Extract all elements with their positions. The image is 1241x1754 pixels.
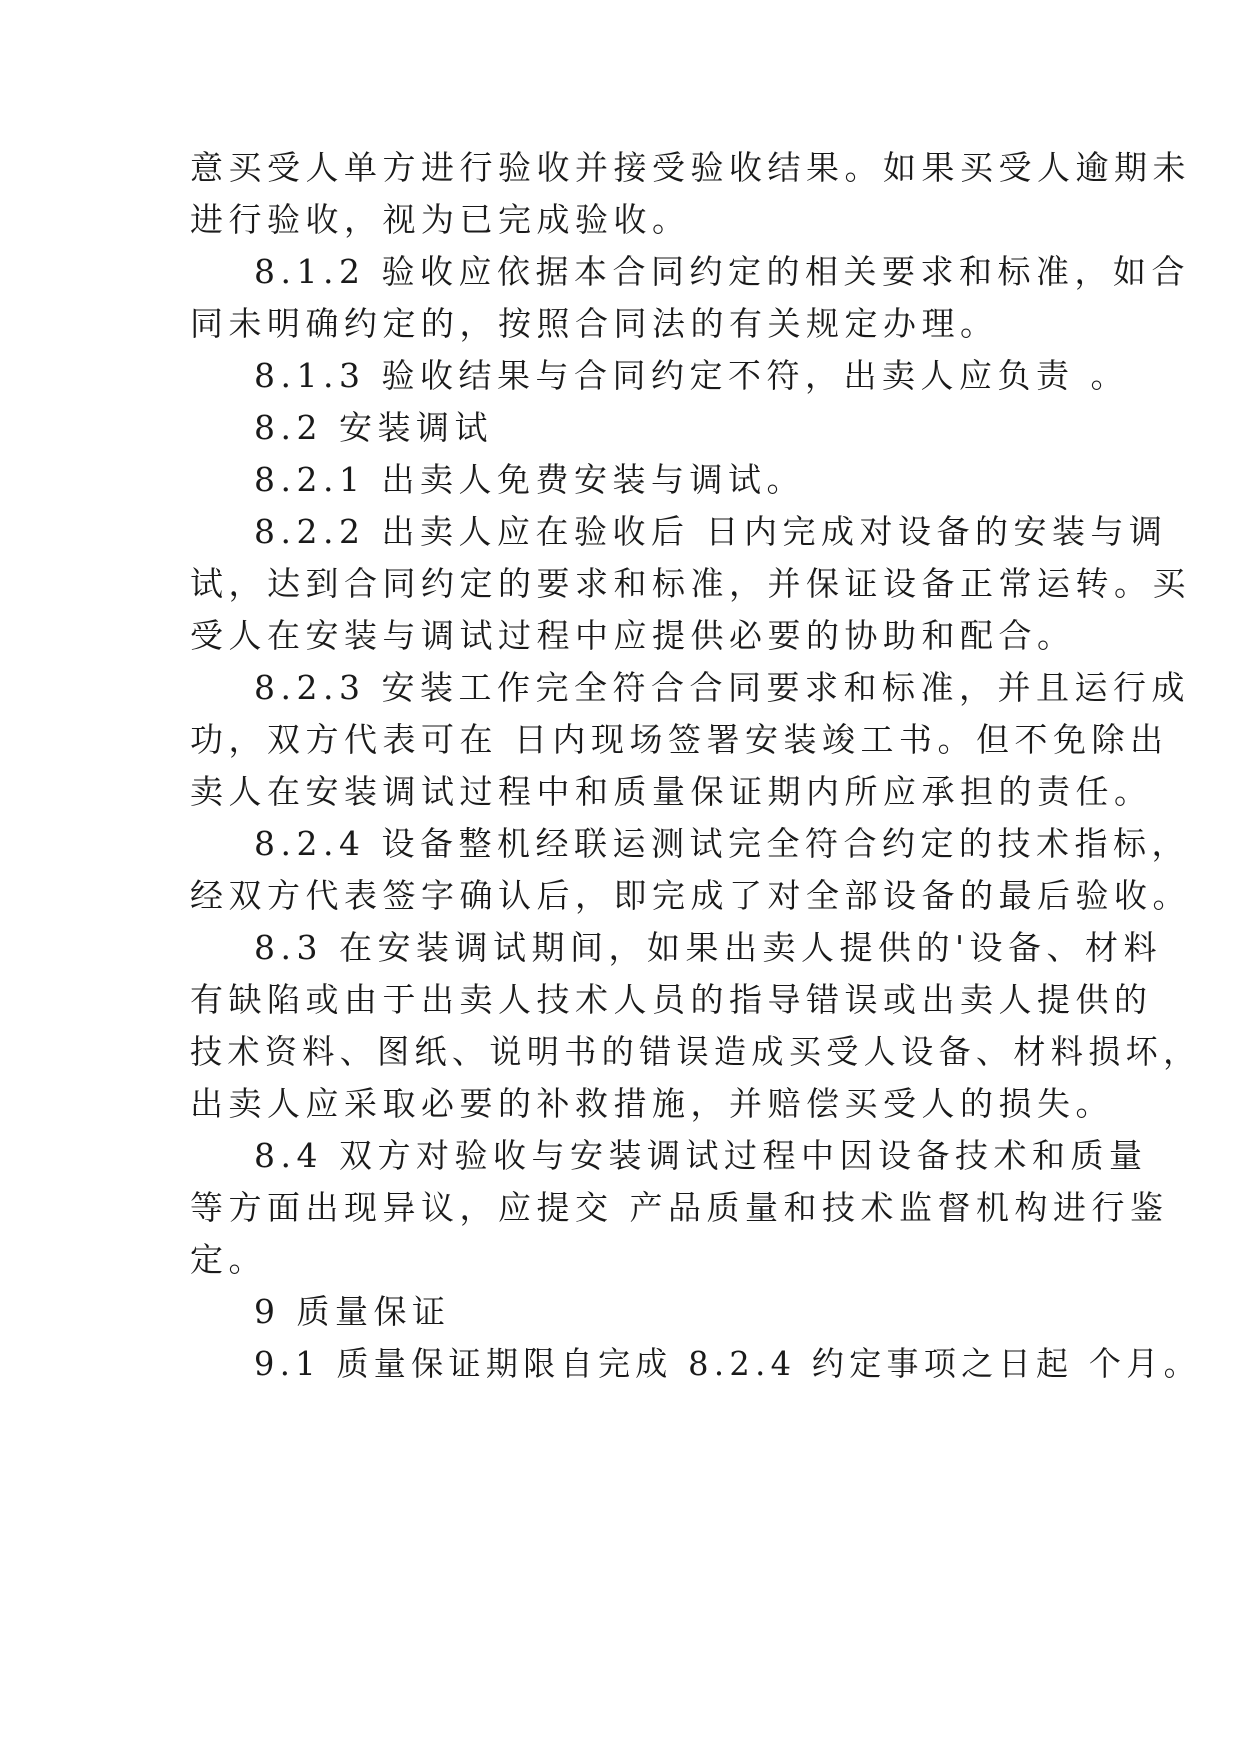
section-heading: 9 质量保证 <box>254 1292 451 1331</box>
text-line: 技术资料、图纸、说明书的错误造成买受人设备、材料损坏， <box>190 1032 1201 1071</box>
text-line: 8.1.3 验收结果与合同约定不符，出卖人应负责 。 <box>254 356 1129 395</box>
text-line: 功，双方代表可在 日内现场签署安装竣工书。但不免除出 <box>190 720 1169 759</box>
text-line: 受人在安装与调试过程中应提供必要的协助和配合。 <box>190 616 1076 655</box>
text-line: 8.2.1 出卖人免费安装与调试。 <box>254 460 805 499</box>
text-line: 8.3 在安装调试期间，如果出卖人提供的'设备、材料 <box>254 928 1163 967</box>
text-line: 等方面出现异议，应提交 产品质量和技术监督机构进行鉴 <box>190 1188 1169 1227</box>
text-line: 意买受人单方进行验收并接受验收结果。如果买受人逾期未 <box>190 148 1191 187</box>
text-line: 定。 <box>190 1240 267 1279</box>
text-line: 试，达到合同约定的要求和标准，并保证设备正常运转。买 <box>190 564 1191 603</box>
text-line: 经双方代表签字确认后，即完成了对全部设备的最后验收。 <box>190 876 1191 915</box>
text-line: 8.2.2 出卖人应在验收后 日内完成对设备的安装与调 <box>254 512 1168 551</box>
text-line: 有缺陷或由于出卖人技术人员的指导错误或出卖人提供的 <box>190 980 1153 1019</box>
text-line: 8.2.3 安装工作完全符合合同要求和标准，并且运行成 <box>254 668 1190 707</box>
text-line: 8.1.2 验收应依据本合同约定的相关要求和标准，如合 <box>254 252 1190 291</box>
section-heading: 8.2 安装调试 <box>254 408 493 447</box>
text-line: 8.2.4 设备整机经联运测试完全符合约定的技术指标， <box>254 824 1190 863</box>
text-line: 卖人在安装调试过程中和质量保证期内所应承担的责任。 <box>190 772 1153 811</box>
text-line: 同未明确约定的，按照合同法的有关规定办理。 <box>190 304 999 343</box>
text-line: 8.4 双方对验收与安装调试过程中因设备技术和质量 <box>254 1136 1148 1175</box>
text-line: 进行验收，视为已完成验收。 <box>190 200 691 239</box>
text-line: 出卖人应采取必要的补救措施，并赔偿买受人的损失。 <box>190 1084 1114 1123</box>
text-line: 9.1 质量保证期限自完成 8.2.4 约定事项之日起 个月。 <box>254 1344 1201 1383</box>
